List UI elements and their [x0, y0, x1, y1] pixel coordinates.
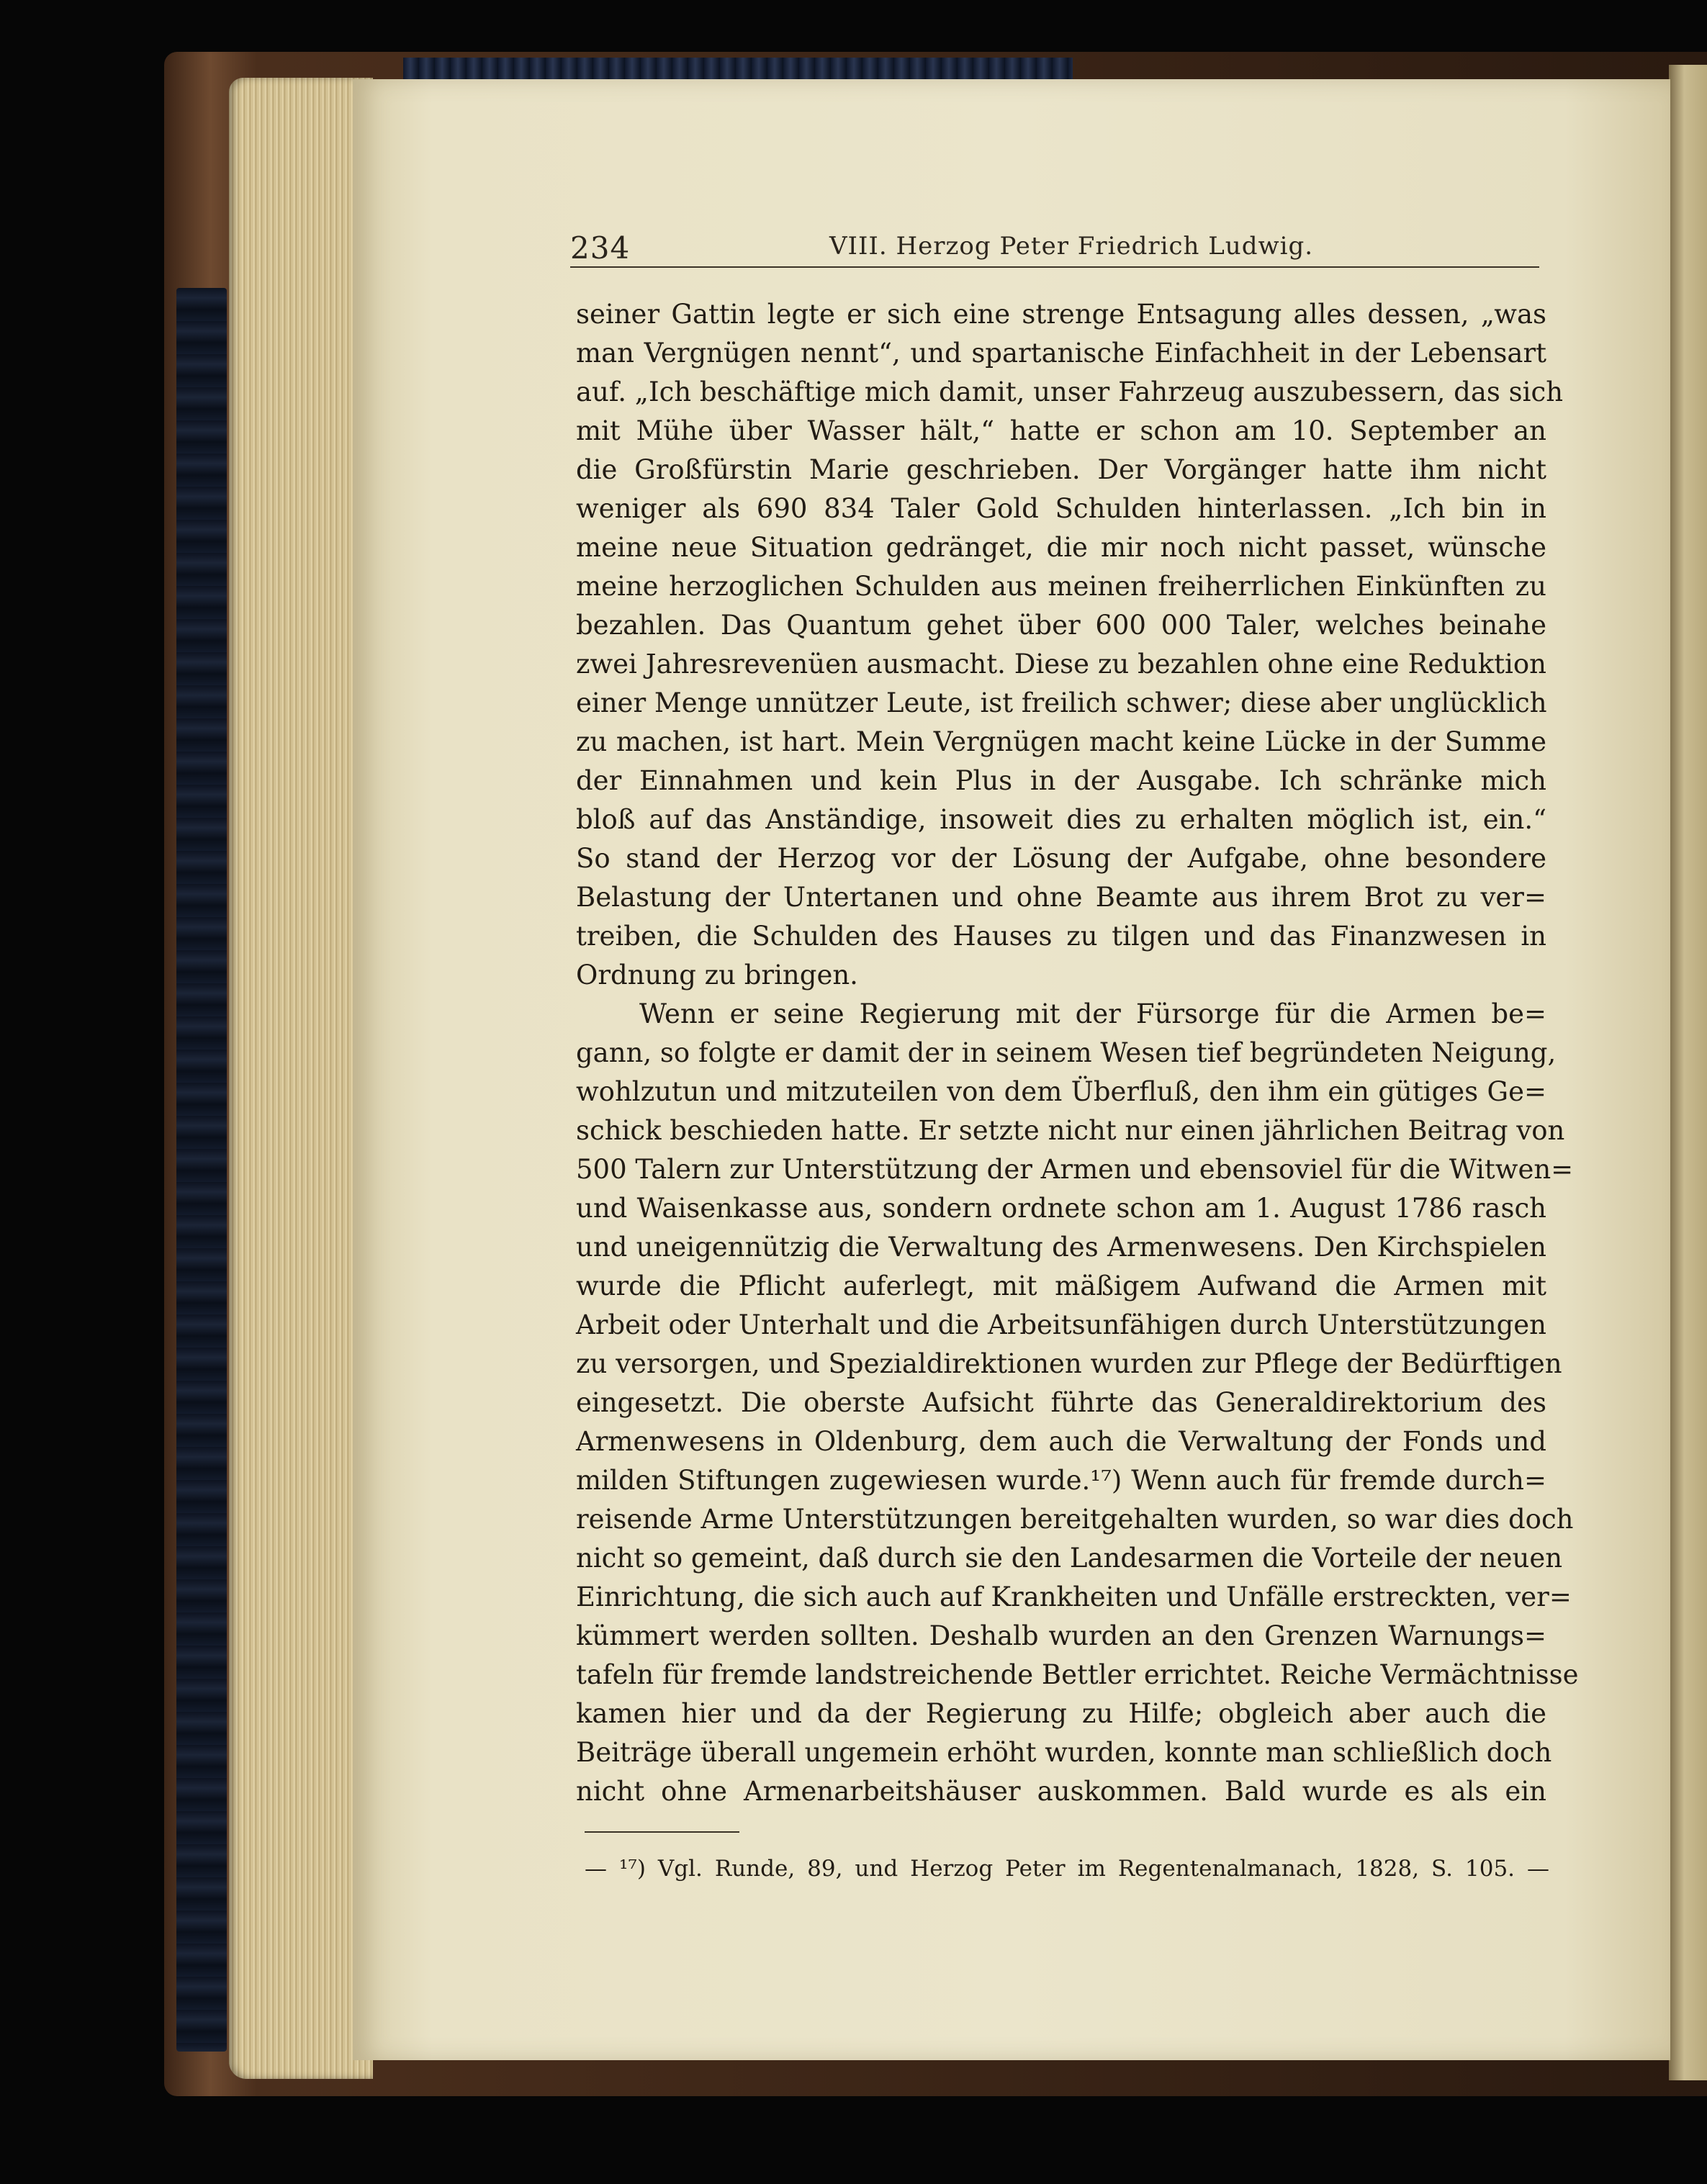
text-line: milden Stiftungen zugewiesen wurde.¹⁷) Wenn auch für fremde durch=	[576, 1465, 1546, 1496]
text-line: auf. „Ich beschäftige mich damit, unser Fahrzeug auszubessern, das sich	[576, 376, 1564, 407]
text-line: einer Menge unnützer Leute, ist freilich schwer; diese aber unglücklich	[576, 687, 1547, 718]
text-line: So stand der Herzog vor der Lösung der Aufgabe, ohne besondere	[576, 843, 1546, 874]
text-line: treiben, die Schulden des Hauses zu tilgen und das Finanzwesen in	[576, 921, 1546, 952]
text-line: nicht ohne Armenarbeitshäuser auskommen. Bald wurde es als ein	[576, 1776, 1546, 1807]
text-line: zu versorgen, und Spezialdirektionen wurden zur Pflege der Bedürftigen	[576, 1348, 1562, 1379]
text-line: meine neue Situation gedränget, die mir noch nicht passet, wünsche	[576, 532, 1546, 563]
text-line: reisende Arme Unterstützungen bereitgehalten wurden, so war dies doch	[576, 1504, 1574, 1535]
footnote: — ¹⁷) Vgl. Runde, 89, und Herzog Peter im Regentenalmanach, 1828, S. 105. —	[585, 1856, 1549, 1882]
facing-page-edge	[1669, 65, 1707, 2080]
footnote-rule	[585, 1831, 739, 1833]
text-line: nicht so gemeint, daß durch sie den Landesarmen die Vorteile der neuen	[576, 1543, 1563, 1574]
book-top-edge	[403, 58, 1073, 79]
text-line: wurde die Pflicht auferlegt, mit mäßigem Aufwand die Armen mit	[576, 1271, 1546, 1301]
text-line: und Waisenkasse aus, sondern ordnete schon am 1. August 1786 rasch	[576, 1193, 1546, 1224]
text-line: tafeln für fremde landstreichende Bettler errichtet. Reiche Vermächtnisse	[576, 1659, 1579, 1690]
text-line: kamen hier und da der Regierung zu Hilfe; obgleich aber auch die	[576, 1698, 1546, 1729]
text-line: Ordnung zu bringen.	[576, 960, 858, 991]
text-line: Arbeit oder Unterhalt und die Arbeitsunfähigen durch Unterstützungen	[576, 1309, 1546, 1340]
running-head: VIII. Herzog Peter Friedrich Ludwig.	[829, 232, 1314, 261]
body-text	[576, 295, 1579, 1811]
text-line: und uneigennützig die Verwaltung des Armenwesens. Den Kirchspielen	[576, 1232, 1546, 1263]
text-line: weniger als 690 834 Taler Gold Schulden hinterlassen. „Ich bin in	[576, 493, 1546, 524]
page-stack-edge	[229, 78, 373, 2079]
text-line: gann, so folgte er damit der in seinem Wesen tief begründeten Neigung,	[576, 1037, 1557, 1068]
text-line: eingesetzt. Die oberste Aufsicht führte das Generaldirektorium des	[576, 1387, 1546, 1418]
text-line: man Vergnügen nennt“, und spartanische Einfachheit in der Lebensart	[576, 338, 1546, 369]
text-line: meine herzoglichen Schulden aus meinen freiherrlichen Einkünften zu	[576, 571, 1546, 602]
text-line: Wenn er seine Regierung mit der Fürsorge für die Armen be=	[639, 998, 1546, 1029]
text-line: Armenwesens in Oldenburg, dem auch die Verwaltung der Fonds und	[576, 1426, 1546, 1457]
text-line: bezahlen. Das Quantum gehet über 600 000 Taler, welches beinahe	[576, 610, 1546, 641]
text-line: Beiträge überall ungemein erhöht wurden, konnte man schließlich doch	[576, 1737, 1552, 1768]
text-line: zu machen, ist hart. Mein Vergnügen macht keine Lücke in der Summe	[576, 726, 1546, 757]
text-line: mit Mühe über Wasser hält,“ hatte er schon am 10. September an	[576, 415, 1546, 446]
text-line: die Großfürstin Marie geschrieben. Der Vorgänger hatte ihm nicht	[576, 454, 1546, 485]
header-rule	[570, 266, 1539, 268]
text-line: wohlzutun und mitzuteilen von dem Überfluß, den ihm ein gütiges Ge=	[576, 1076, 1546, 1107]
text-line: Belastung der Untertanen und ohne Beamte aus ihrem Brot zu ver=	[576, 882, 1546, 913]
text-line: 500 Talern zur Unterstützung der Armen und ebensoviel für die Witwen=	[576, 1154, 1574, 1185]
text-line: Einrichtung, die sich auch auf Krankheiten und Unfälle erstreckten, ver=	[576, 1581, 1572, 1612]
text-line: der Einnahmen und kein Plus in der Ausgabe. Ich schränke mich	[576, 765, 1546, 796]
text-line: kümmert werden sollten. Deshalb wurden an den Grenzen Warnungs=	[576, 1620, 1546, 1651]
text-line: bloß auf das Anständige, insoweit dies zu erhalten möglich ist, ein.“	[576, 804, 1546, 835]
text-line: seiner Gattin legte er sich eine strenge Entsagung alles dessen, „was	[576, 299, 1546, 330]
text-line: zwei Jahresrevenüen ausmacht. Diese zu bezahlen ohne eine Reduktion	[576, 649, 1546, 680]
page-number: 234	[570, 230, 631, 266]
book-spine	[176, 288, 227, 2052]
text-line: schick beschieden hatte. Er setzte nicht nur einen jährlichen Beitrag von	[576, 1115, 1565, 1146]
page-header	[570, 225, 1539, 268]
